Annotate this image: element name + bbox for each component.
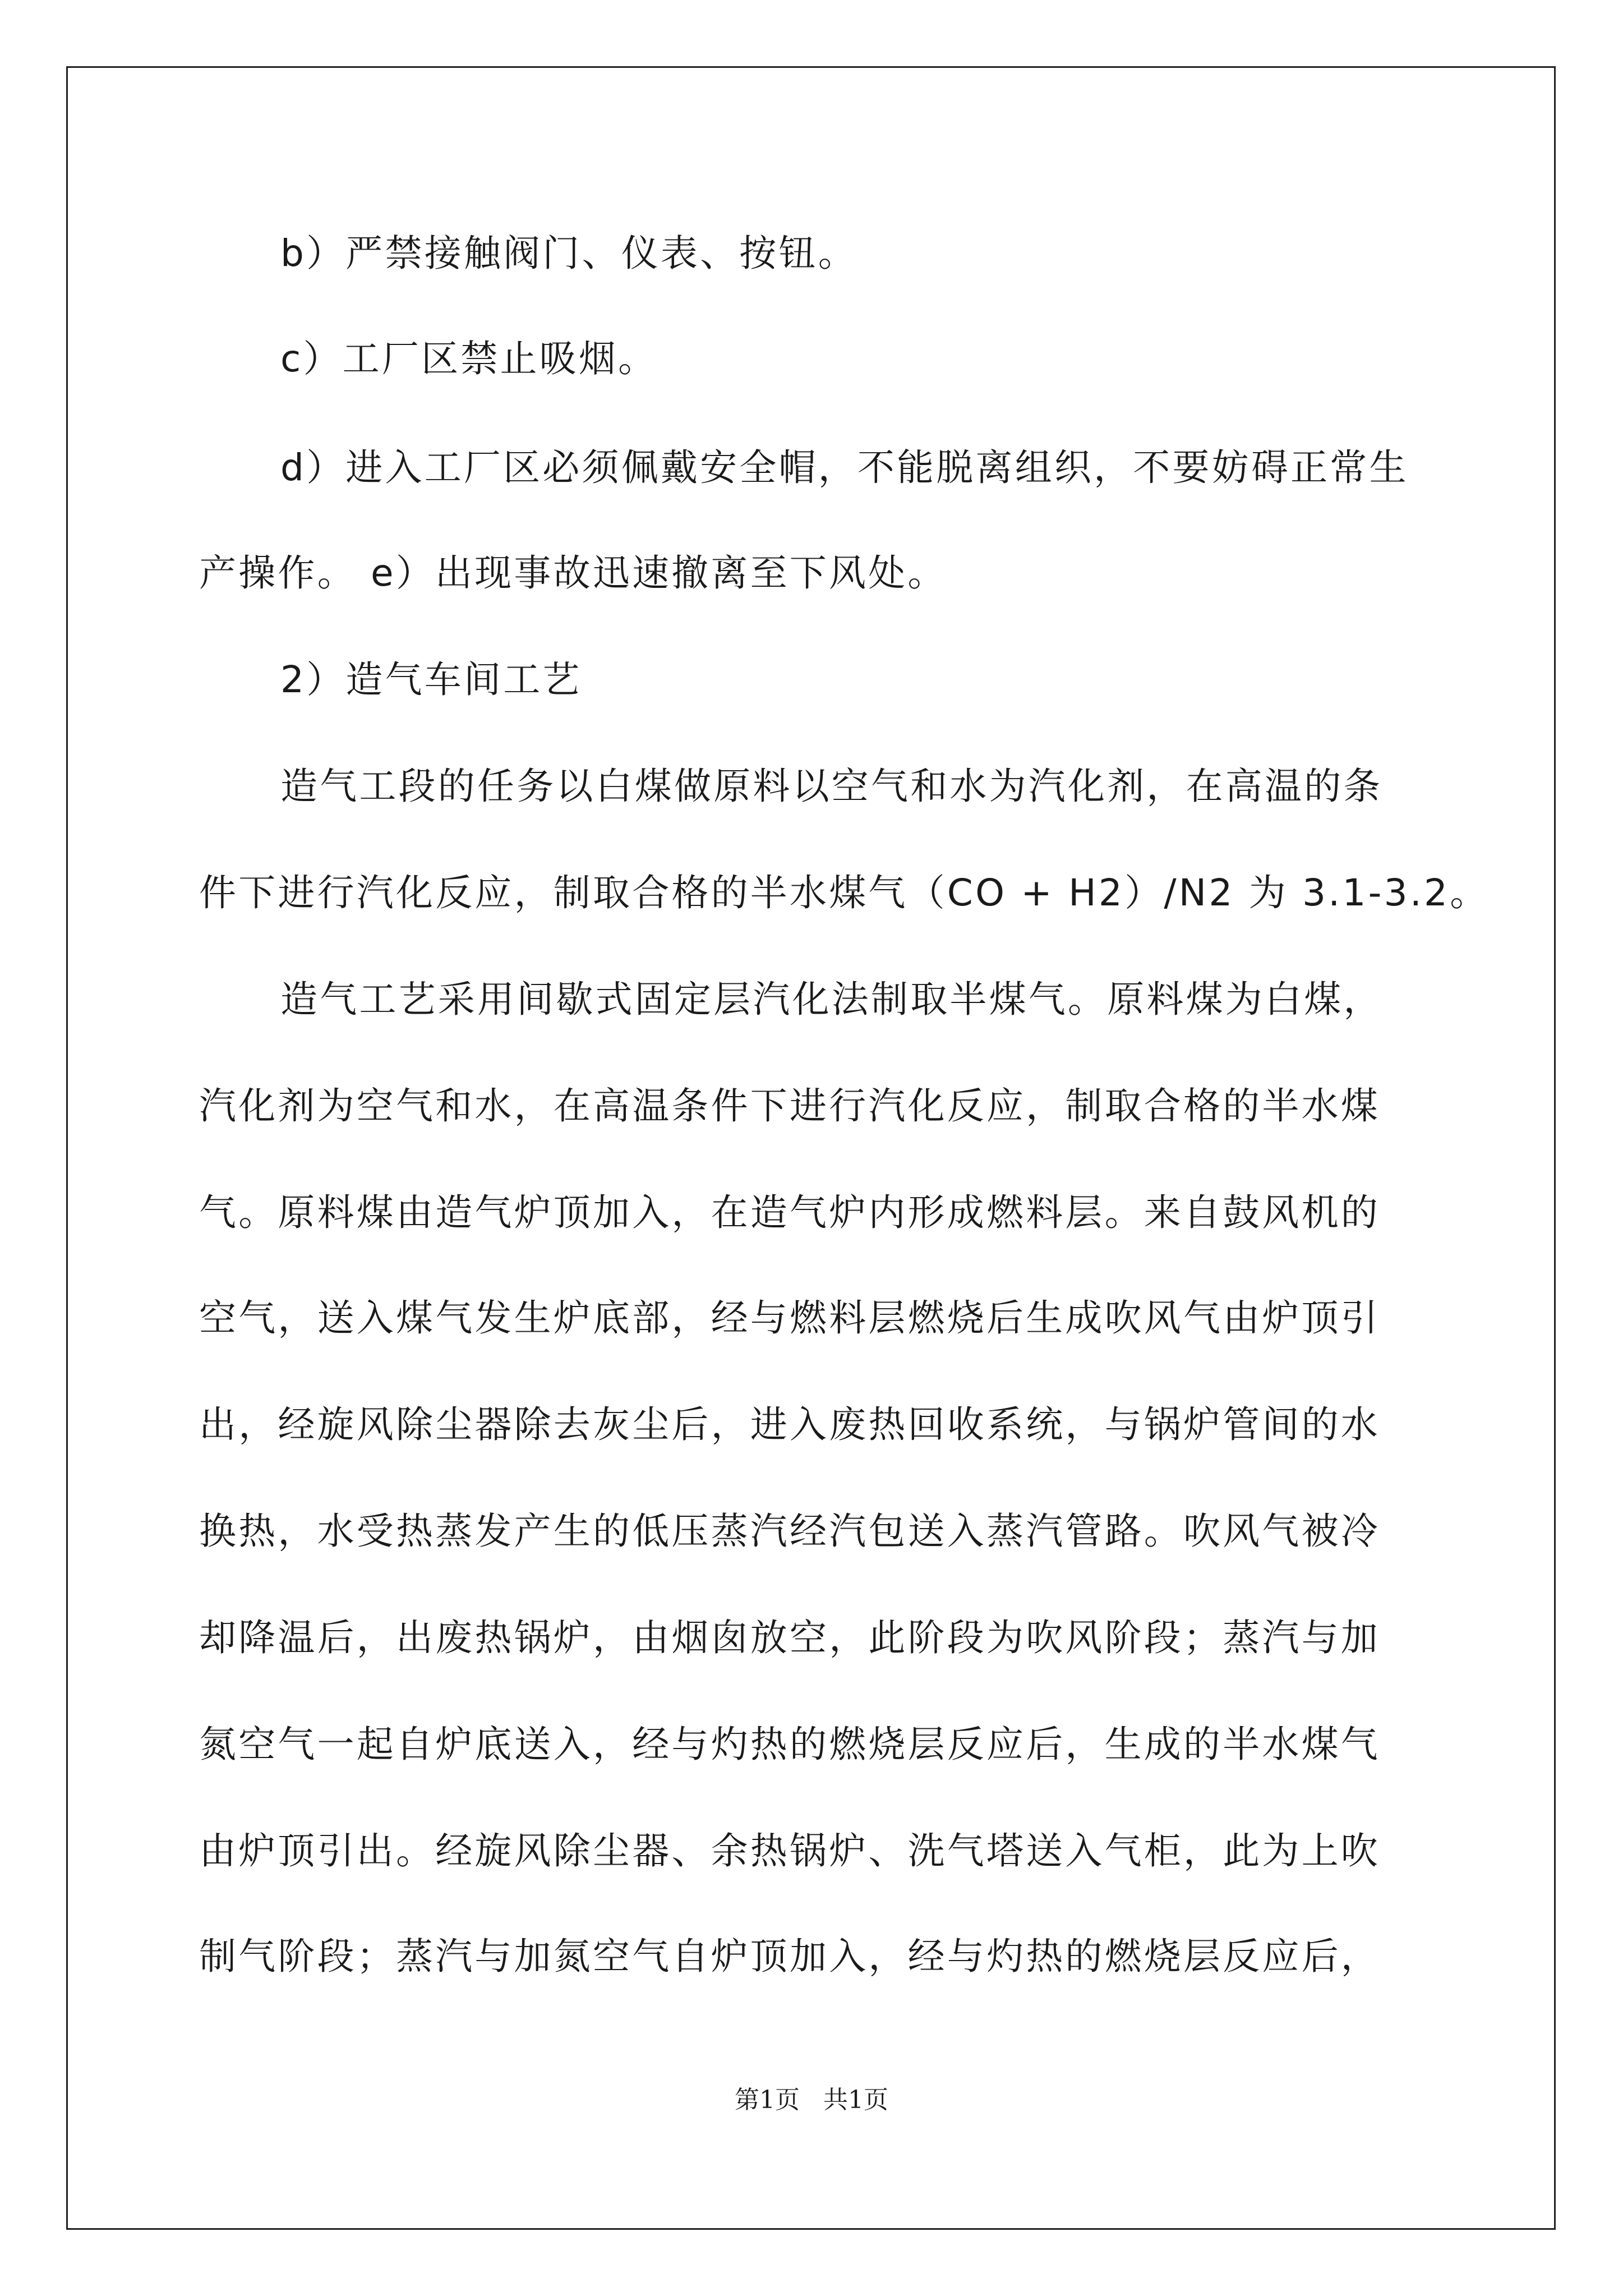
section-heading: 2）造气车间工艺 [280,658,582,701]
paragraph-2-line-7: 却降温后，出废热锅炉，由烟囱放空，此阶段为吹风阶段；蒸汽与加 [199,1616,1380,1659]
paragraph-2-line-4: 空气，送入煤气发生炉底部，经与燃料层燃烧后生成吹风气由炉顶引 [199,1296,1380,1340]
paragraph-2-line-9: 由炉顶引出。经旋风除尘器、余热锅炉、洗气塔送入气柜，此为上吹 [199,1829,1380,1872]
paragraph-1-line-2: 件下进行汽化反应，制取合格的半水煤气（CO + H2）/N2 为 3.1-3.2。 [199,871,1490,914]
list-item-d-continued: 产操作。 e）出现事故迅速撤离至下风处。 [199,551,947,595]
paragraph-1-line-1: 造气工段的任务以白煤做原料以空气和水为汽化剂，在高温的条 [280,765,1383,808]
page-number-footer: 第1页 共1页 [735,2086,888,2114]
page-border [66,66,1556,2230]
paragraph-2-line-8: 氮空气一起自炉底送入，经与灼热的燃烧层反应后，生成的半水煤气 [199,1723,1380,1766]
list-item-c: c）工厂区禁止吸烟。 [280,337,658,380]
paragraph-2-line-5: 出，经旋风除尘器除去灰尘后，进入废热回收系统，与锅炉管间的水 [199,1403,1380,1446]
paragraph-2-line-1: 造气工艺采用间歇式固定层汽化法制取半煤气。原料煤为白煤， [280,978,1383,1021]
list-item-d: d）进入工厂区必须佩戴安全帽，不能脱离组织，不要妨碍正常生 [280,446,1409,489]
list-item-b: b）严禁接触阀门、仪表、按钮。 [280,232,857,275]
paragraph-2-line-10: 制气阶段；蒸汽与加氮空气自炉顶加入，经与灼热的燃烧层反应后， [199,1935,1380,1978]
paragraph-2-line-2: 汽化剂为空气和水，在高温条件下进行汽化反应，制取合格的半水煤 [199,1084,1380,1128]
paragraph-2-line-6: 换热，水受热蒸发产生的低压蒸汽经汽包送入蒸汽管路。吹风气被冷 [199,1510,1380,1553]
paragraph-2-line-3: 气。原料煤由造气炉顶加入，在造气炉内形成燃料层。来自鼓风机的 [199,1191,1380,1234]
